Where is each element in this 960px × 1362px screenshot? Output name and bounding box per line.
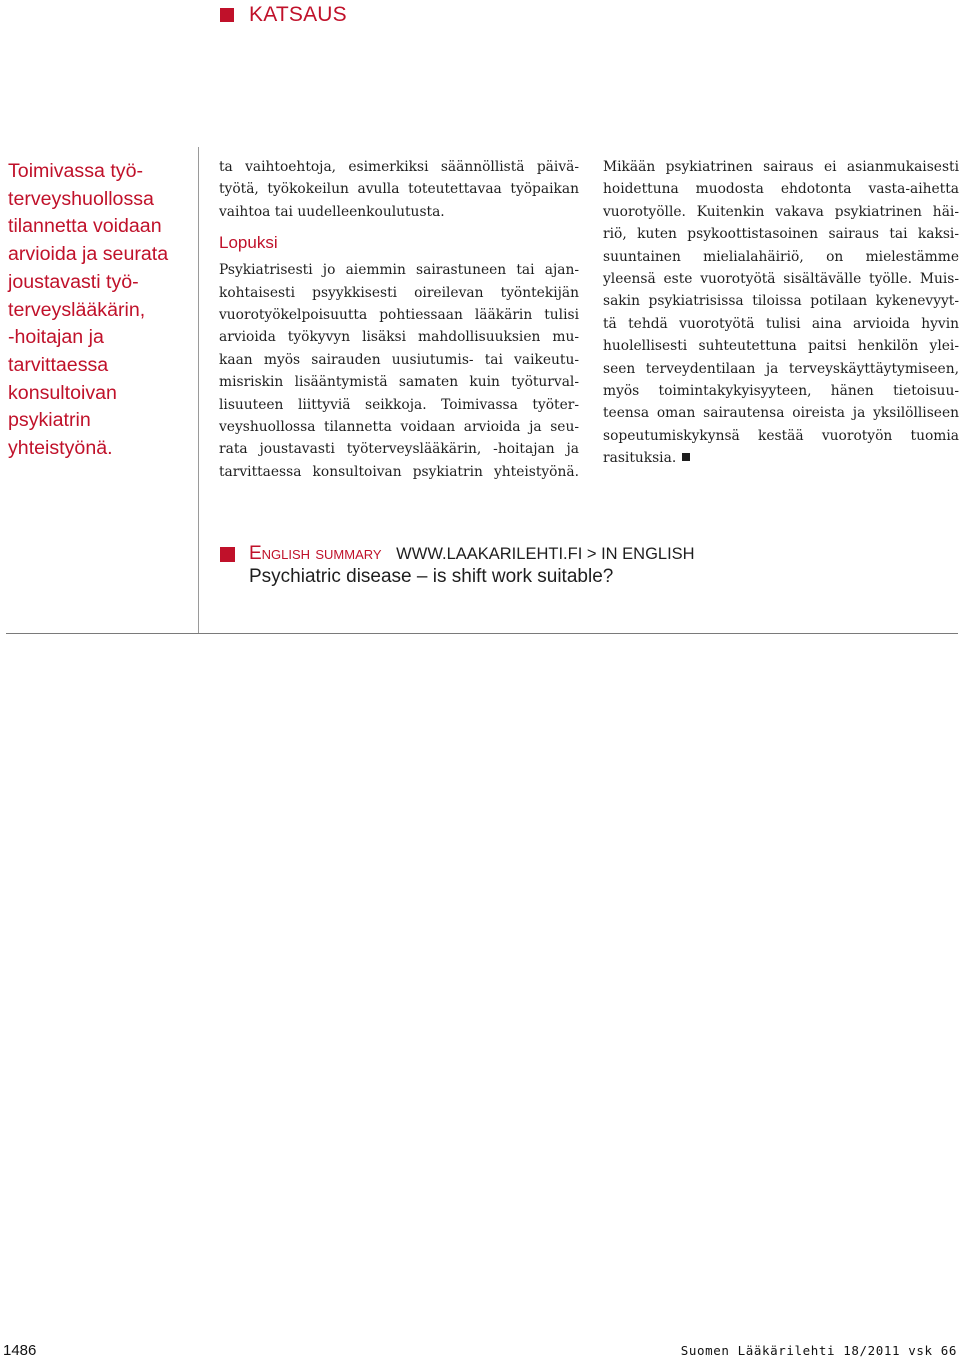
body-line: sopeutumiskykynsä kestää vuorotyön tuomia <box>603 427 959 444</box>
body-line: ta vaihtoehtoja, esimerkiksi säännöllistä päivä- <box>219 159 579 175</box>
body-line-text: rasituksia. <box>603 450 677 467</box>
body-line: lisuuteen liittyviä seikkoja. Toimivassa työter- <box>219 396 579 413</box>
body-line: huolellisesti suhteutettuna paitsi henkilön ylei- <box>603 338 959 355</box>
body-line: misriskin lisääntymistä samaten kuin työturval- <box>219 374 579 391</box>
body-line: sakin psykiatrisissa tiloissa potilaan kykenevyyt- <box>603 293 959 310</box>
english-summary-row <box>249 543 695 565</box>
pull-quote-line: Toimivassa työ- <box>8 160 144 182</box>
body-line: vaihtoa tai uudelleenkoulutusta. <box>219 203 445 220</box>
section-heading: Lopuksi <box>219 233 278 253</box>
pull-quote-line: tilannetta voidaan <box>8 215 162 238</box>
english-summary-label: English summary <box>249 543 382 564</box>
body-line: yleensä este vuorotyötä sisältävälle työlle. Muis- <box>603 271 959 288</box>
body-line: tarvittaessa konsultoivan psykiatrin yhteistyönä. <box>219 463 579 480</box>
horizontal-divider <box>6 633 958 634</box>
pull-quote-line: konsultoivan <box>8 381 117 404</box>
section-marker-icon <box>220 8 234 22</box>
body-line: Psykiatrisesti jo aiemmin sairastuneen tai ajan- <box>219 262 579 279</box>
body-line: riö, kuten psykoottistasoinen sairaus tai kaksi- <box>603 226 959 243</box>
summary-title: Psychiatric disease – is shift work suitable? <box>249 566 614 587</box>
body-column-right <box>603 156 959 470</box>
body-line: suuntainen mielialahäiriö, on mielestämme <box>603 248 959 265</box>
pull-quote-line: terveyslääkärin, <box>8 298 146 321</box>
body-line: vuorotyökelpoisuutta pohtiessaan lääkärin tulisi <box>219 307 579 324</box>
body-line: rata joustavasti työterveyslääkärin, -hoitajan ja <box>219 441 579 458</box>
section-label: KATSAUS <box>249 3 347 26</box>
body-line: hoidettuna muodosta ehdotonta vasta-aihetta <box>603 181 959 198</box>
end-mark-icon <box>682 453 690 461</box>
body-line: teensa oman sairautensa oireista ja yksilölliseen <box>603 405 959 422</box>
body-line-last <box>603 447 959 469</box>
body-column-left <box>219 156 579 483</box>
pull-quote-line: -hoitajan ja <box>8 326 104 349</box>
pull-quote-line: arvioida ja seurata <box>8 243 169 266</box>
body-line: kaan myös sairauden uusiutumis- tai vaikeutu- <box>219 351 579 368</box>
body-line: seen terveydentilaan ja terveyskäyttäytymiseen, <box>603 360 959 377</box>
pull-quote-line: psykiatrin <box>8 409 91 432</box>
pull-quote-line: terveyshuollossa <box>8 187 154 210</box>
body-line: Mikään psykiatrinen sairaus ei asianmukaisesti <box>603 159 959 175</box>
body-line: myös toimintakykyisyyteen, hänen tietoisuu- <box>603 383 959 400</box>
pull-quote <box>8 158 193 463</box>
pull-quote-line: joustavasti työ- <box>8 270 139 293</box>
page-number: 1486 <box>3 1342 37 1359</box>
body-line: veyshuollossa tilannetta voidaan arvioida ja seu- <box>219 419 579 436</box>
body-line: kohtaisesti psyykkisesti oireilevan työntekijän <box>219 284 579 301</box>
pull-quote-line: tarvittaessa <box>8 353 109 376</box>
body-line: tä tehdä vuorotyötä tulisi aina arvioida hyvin <box>603 315 959 332</box>
body-line: työtä, työkokeilun avulla toteutettavaa työpaikan <box>219 181 579 198</box>
column-divider <box>198 147 199 634</box>
summary-link[interactable]: WWW.LAAKARILEHTI.FI > IN ENGLISH <box>396 545 695 563</box>
summary-marker-icon <box>220 547 235 562</box>
body-line: arvioida työkyvyn lisäksi mahdollisuuksien mu- <box>219 329 579 346</box>
pull-quote-line: yhteistyönä. <box>8 437 113 460</box>
body-line: vuorotyölle. Kuitenkin vakava psykiatrinen häi- <box>603 203 959 220</box>
journal-footer: Suomen Lääkärilehti 18/2011 vsk 66 <box>680 1343 957 1358</box>
